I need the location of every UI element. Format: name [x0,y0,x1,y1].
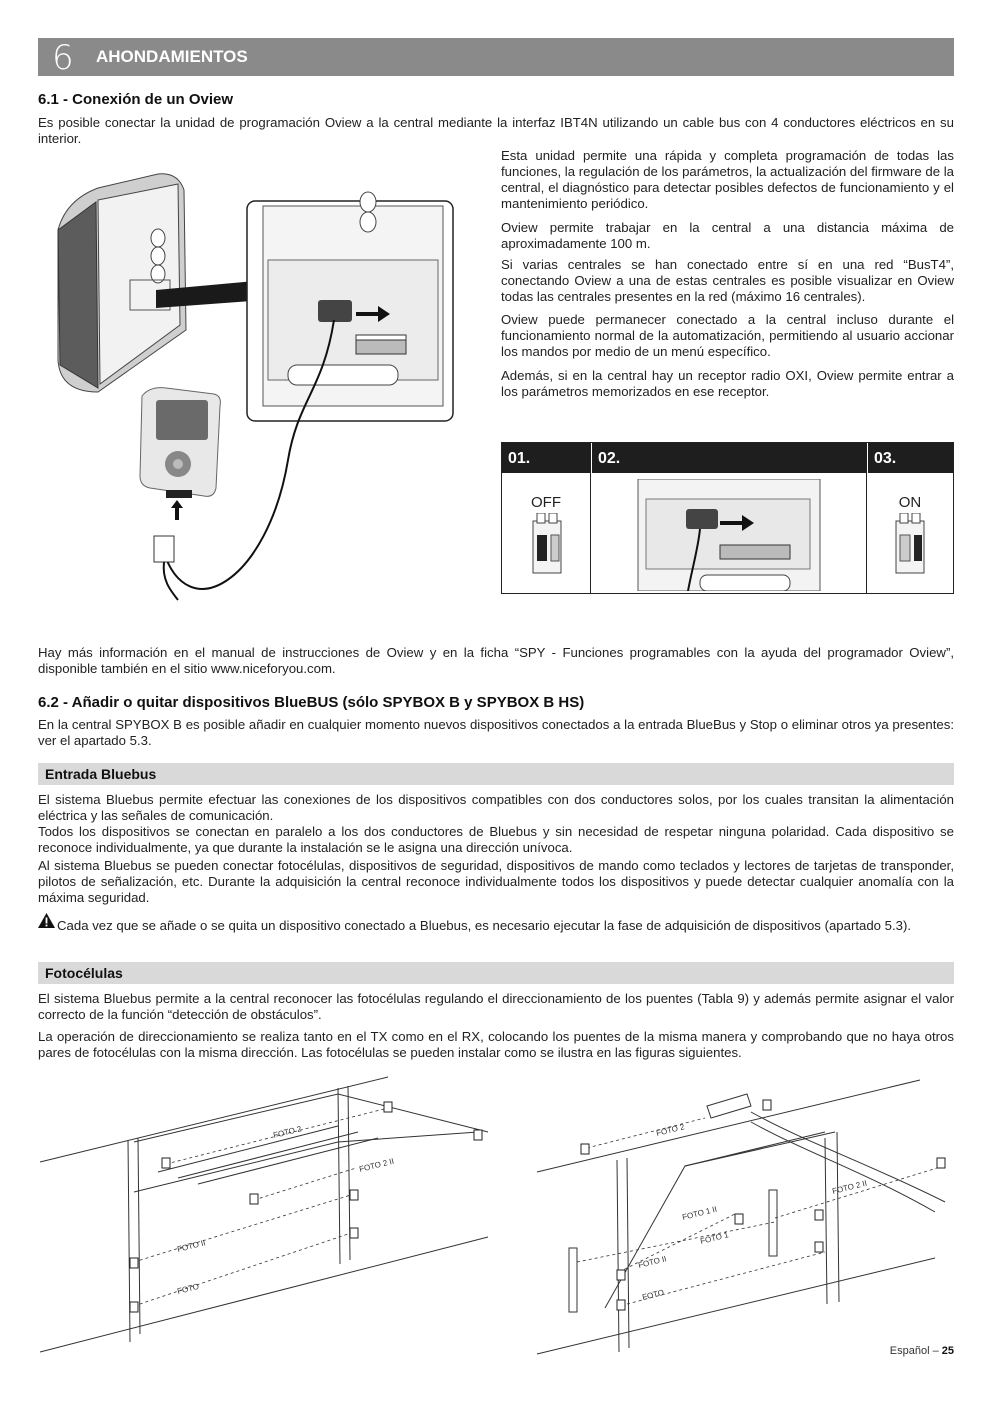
footer-language: Español – [889,1345,942,1357]
page-number: 25 [941,1345,954,1357]
bluebus-paragraph-1: El sistema Bluebus permite efectuar las conexiones de los dispositivos compatibles con dos conductores solos, por los cuales transitan la alimentación eléctrica y las señales de comunicación. [38,792,954,823]
bluebus-warning: Cada vez que se añade o se quita un dispositivo conectado a Bluebus, es necesario ejecutar la fase de adquisición de dispositivos (apartado 5.3). [57,918,912,933]
right-label-foto-ii: FOTO II [637,1254,668,1270]
bluebus-paragraph-3: Al sistema Bluebus se pueden conectar fotocélulas, dispositivos de seguridad, dispositivos de mando como teclados y lectores de tarjetas de transponder, pilotos de señalización, etc. Durante la adquisición la central reconoce individualmente todos los dispositivos y puede detectar cualquier anomalía con la máxima seguridad. [38,858,954,905]
right-label-foto-1: FOTO 1 [699,1230,730,1246]
photocells-paragraph-1: El sistema Bluebus permite a la central reconocer las fotocélulas regulando el direccionamiento de los puentes (Tabla 9) y además permite asignar el valor correcto de la función “detección de obstáculos”. [38,991,954,1022]
step-2-cell [591,473,867,593]
right-label-foto-1-ii: FOTO 1 II [681,1204,718,1222]
oview-paragraph-2: Oview permite trabajar en la central a una distancia máxima de aproximadamente 100 m. [501,220,954,251]
section-6-2-intro: En la central SPYBOX B es posible añadir en cualquier momento nuevos dispositivos conectados a la entrada BlueBus y Stop o eliminar otros ya presentes: ver el apartado 5.3. [38,717,954,748]
chapter-header [38,38,954,76]
bluebus-subheading: Entrada Bluebus [45,766,157,782]
photocells-paragraph-2: La operación de direccionamiento se realiza tanto en el TX como en el RX, colocando los puentes de la misma manera y comprobando que no haya otros pares de fotocélulas con la misma dirección. Las fotocélulas se pueden instalar como se ilustra en las figuras siguientes. [38,1029,954,1060]
step-3-state: ON [898,494,922,511]
right-label-foto-2-ii: FOTO 2 II [831,1178,868,1196]
oview-more-info: Hay más información en el manual de instrucciones de Oview y en la ficha “SPY - Funciones programables con la ayuda del programador Oview”, disponible también en el sitio www.niceforyou.com. [38,645,954,676]
step-3-header: 03. [867,443,953,473]
connect-cable-illustration [636,479,822,591]
chapter-title: AHONDAMIENTOS [96,47,248,66]
section-6-2-heading: 6.2 - Añadir o quitar dispositivos BlueBUS (sólo SPYBOX B y SPYBOX B HS) [38,694,585,711]
step-1-header: 01. [502,443,591,473]
oview-paragraph-3: Si varias centrales se han conectado entre sí en una red “BusT4”, conectando Oview a una de estas centrales es posible visualizar en Oview todas las centrales presentes en la red (máximo 16 centrales). [501,257,954,304]
oview-connection-illustration [38,160,478,610]
photocells-subheading: Fotocélulas [45,965,123,981]
section-6-1-heading: 6.1 - Conexión de un Oview [38,91,234,108]
section-6-1-intro: Es posible conectar la unidad de programación Oview a la central mediante la interfaz IBT4N utilizando un cable bus con 4 conductores eléctricos en su interior. [38,115,954,146]
page-footer [890,1343,954,1359]
oview-paragraph-5: Además, si en la central hay un receptor radio OXI, Oview permite entrar a los parámetros memorizados en ese receptor. [501,368,954,399]
left-label-foto: FOTO [176,1281,200,1296]
step-2-header: 02. [591,443,867,473]
bluebus-subheading-bar [38,763,954,785]
photocells-gate-figure-right [535,1072,955,1357]
bluebus-paragraph-2: Todos los dispositivos se conectan en paralelo a los dos conductores de Bluebus y sin necesidad de respetar ninguna polaridad. Cada dispositivo se reconoce individualmente, ya que durante la instalación se le asigna una dirección unívoca. [38,824,954,855]
step-1-cell [502,473,591,593]
left-label-foto-2: FOTO 2 [272,1124,303,1140]
oview-paragraph-4: Oview puede permanecer conectado a la central incluso durante el funcionamiento normal de la automatización, permitiendo al usuario accionar los mandos por medio de un menú específico. [501,312,954,359]
breaker-off-icon [529,513,565,575]
photocells-gate-figure-left [38,1072,508,1357]
right-label-foto: FOTO [641,1287,665,1302]
breaker-on-icon [892,513,928,575]
step-3-cell [867,473,953,593]
connection-steps-table [501,442,954,594]
left-label-foto-ii: FOTO II [176,1238,207,1254]
step-1-state: OFF [531,494,561,511]
chapter-number: 6 [52,38,74,78]
oview-paragraph-1: Esta unidad permite una rápida y completa programación de todas las funciones, la regulación de los parámetros, la actualización del firmware de la central, el diagnóstico para detectar posibles defectos de funcionamiento y el mantenimiento periódico. [501,148,955,211]
left-label-foto-2-ii: FOTO 2 II [358,1156,395,1174]
right-label-foto-2: FOTO 2 [655,1122,686,1138]
photocells-subheading-bar [38,962,954,984]
